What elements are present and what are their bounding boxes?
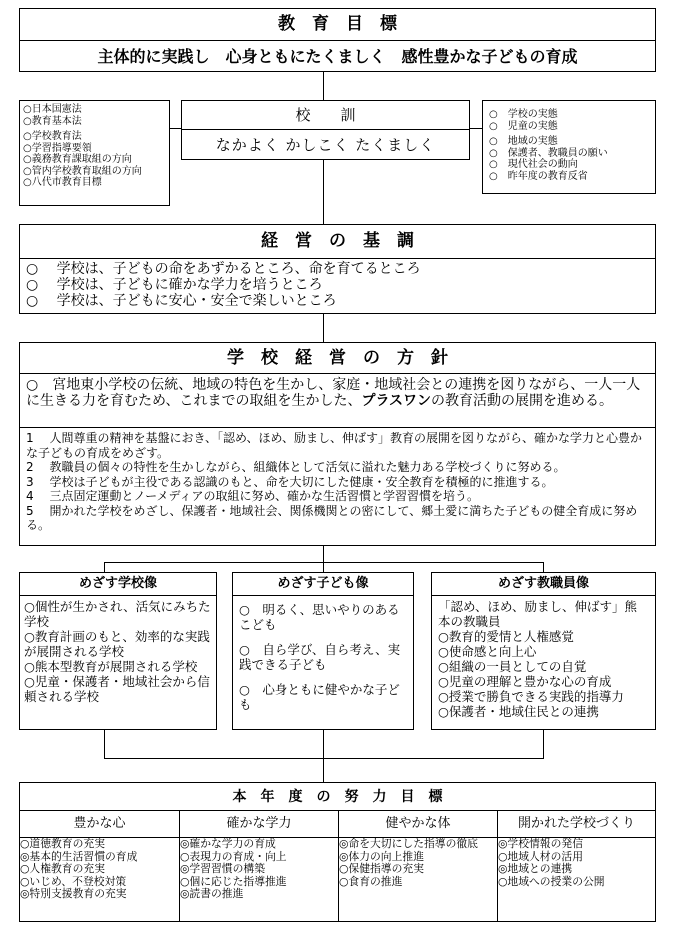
policy-intro-pre: ○ 宮地東小学校の伝統、地域の特色を生かし、家庭・地域社会との連携を図りながら、一人一人に生きる力を育むため、これまでの取組を生かした、	[26, 377, 641, 409]
motto-text: なかよく かしこく たくましく	[215, 136, 436, 154]
policy-box	[19, 342, 656, 546]
child-image-item: ○ 心身ともに健やかな子ども	[239, 682, 400, 712]
effort-item: ○個に応じた指導推進	[180, 874, 287, 888]
effort-item: ◎学校情報の発信	[498, 837, 583, 850]
staff-image-item: ○授業で勝負できる実践的指導力	[438, 689, 624, 704]
child-image-box	[232, 572, 414, 730]
staff-image-item: ○教育的愛情と人権感覚	[438, 629, 574, 644]
school-image-title: めざす学校像	[20, 573, 216, 596]
staff-image-title: めざす教職員像	[432, 573, 655, 596]
education-goal-title: 教 育 目 標	[20, 9, 655, 41]
policy-list	[20, 428, 655, 536]
staff-image-list	[432, 596, 655, 722]
policy-intro-bold: プラスワン	[361, 393, 432, 409]
effort-column-head: 確かな学力	[180, 811, 338, 838]
effort-item: ○人権教育の充実	[20, 862, 105, 875]
motto-box	[181, 100, 470, 160]
effort-item: ○食育の推進	[339, 874, 403, 888]
keynote-list	[20, 259, 655, 311]
school-image-item: ○教育計画のもと、効率的な実践が展開される学校	[24, 629, 210, 659]
policy-item: 4 三点固定運動とノーメディアの取組に努め、確かな生活習慣と学習習慣を培う。	[26, 489, 480, 503]
effort-column	[179, 811, 338, 921]
effort-item: ◎読書の推進	[180, 887, 244, 900]
keynote-item: ○ 学校は、子どもに確かな学力を培うところ	[26, 277, 323, 293]
school-context-list	[489, 109, 649, 182]
policy-item: 5 開かれた学校をめざし、保護者・地域社会、関係機関との密にして、郷土愛に満ちた子どもの健全育成に努める。	[26, 503, 638, 532]
school-context-box	[482, 100, 656, 194]
effort-column-head: 豊かな心	[20, 811, 179, 838]
effort-item: ○道徳教育の充実	[20, 837, 105, 850]
policy-item: 1 人間尊重の精神を基盤におき、「認め、ほめ、励まし、伸ばす」教育の展開を図りながら、確かな学力と心豊かな子どもの育成をめざす。	[26, 431, 643, 460]
education-goal-text: 主体的に実践し 心身ともにたくましく 感性豊かな子どもの育成	[97, 47, 578, 66]
keynote-item: ○ 学校は、子どもの命をあずかるところ、命を育てるところ	[26, 261, 421, 277]
staff-image-item: ○児童の理解と豊かな心の育成	[438, 674, 612, 689]
effort-item: ◎学習習慣の構築	[180, 862, 265, 875]
policy-title	[20, 343, 655, 374]
effort-item: ○表現力の育成・向上	[180, 849, 287, 863]
effort-title: 本 年 度 の 努 力 目 標	[20, 783, 655, 811]
effort-item: ◎特別支援教育の充実	[20, 887, 127, 900]
child-image-list	[233, 596, 413, 728]
legal-basis-item: ○日本国憲法	[23, 104, 82, 115]
child-image-item: ○ 自ら学び、自ら考え、実践できる子ども	[239, 642, 401, 672]
effort-column-head: 健やかな体	[339, 811, 497, 838]
effort-column-list	[180, 838, 338, 901]
staff-image-item: 「認め、ほめ、励まし、伸ばす」熊本の教職員	[438, 599, 638, 629]
legal-basis-box	[19, 100, 170, 206]
legal-basis-item: ○八代市教育目標	[23, 177, 102, 188]
legal-basis-item: ○学習指導要領	[23, 142, 92, 154]
school-image-box	[19, 572, 217, 730]
school-context-item: ○ 児童の実態	[489, 120, 558, 132]
keynote-box	[19, 224, 656, 314]
effort-column	[20, 811, 179, 921]
staff-image-item: ○使命感と向上心	[438, 644, 537, 659]
school-context-item: ○ 保護者、教職員の願い	[489, 147, 608, 159]
education-goal-box	[19, 8, 656, 72]
effort-item: ◎地域との連携	[498, 862, 573, 875]
effort-item: ○いじめ、不登校対策	[20, 874, 127, 888]
legal-basis-list	[23, 104, 166, 189]
effort-item: ◎確かな学力の育成	[180, 837, 276, 850]
effort-item: ◎基本的生活習慣の育成	[20, 849, 138, 863]
effort-item: ○保健指導の充実	[339, 862, 424, 875]
policy-item: 2 教職員の個々の特性を生かしながら、組織体として活気に溢れた魅力ある学校づくりに努める。	[26, 460, 566, 474]
child-image-title: めざす子ども像	[233, 573, 413, 596]
school-image-item: ○個性が生かされ、活気にみちた学校	[24, 599, 211, 629]
effort-column	[497, 811, 655, 921]
effort-column-list	[20, 838, 179, 901]
school-context-item: ○ 地域の実態	[489, 136, 558, 147]
staff-image-box	[431, 572, 656, 730]
policy-item: 3 学校は子どもが主役である認識のもと、命を大切にした健康・安全教育を積極的に推進する。	[26, 474, 554, 489]
effort-box	[19, 782, 656, 922]
school-image-list	[20, 596, 216, 707]
policy-intro-post: の教育活動の展開を進める。	[431, 393, 614, 409]
policy-intro	[20, 374, 655, 428]
school-image-item: ○児童・保護者・地域社会から信頼される学校	[24, 674, 210, 704]
keynote-title: 経 営 の 基 調	[20, 225, 655, 259]
school-context-item: ○ 現代社会の動向	[489, 159, 578, 170]
effort-item: ○地域への授業の公開	[498, 874, 605, 888]
keynote-item: ○ 学校は、子どもに安心・安全で楽しいところ	[26, 293, 337, 309]
motto-title: 校 訓	[182, 101, 469, 130]
school-context-item: ○ 昨年度の教育反省	[489, 170, 588, 182]
effort-item: ○地域人材の活用	[498, 849, 583, 863]
child-image-item: ○ 明るく、思いやりのあるこども	[239, 602, 400, 632]
policy-title-text: 学 校 経 営 の 方 針	[227, 348, 448, 368]
legal-basis-item: ○義務教育課取組の方向	[23, 154, 132, 165]
effort-column-list	[339, 838, 497, 888]
effort-column	[338, 811, 497, 921]
legal-basis-item: ○教育基本法	[23, 115, 82, 127]
effort-column-list	[498, 838, 655, 888]
staff-image-item: ○組織の一員としての自覚	[438, 659, 587, 674]
legal-basis-item: ○学校教育法	[23, 131, 82, 142]
staff-image-item: ○保護者・地域住民との連携	[438, 704, 599, 719]
school-image-item: ○熊本型教育が展開される学校	[24, 659, 198, 674]
effort-column-head: 開かれた学校づくり	[498, 811, 655, 838]
effort-item: ◎命を大切にした指導の徹底	[339, 837, 478, 850]
effort-item: ◎体力の向上推進	[339, 849, 424, 863]
school-context-item: ○ 学校の実態	[489, 109, 558, 120]
legal-basis-item: ○管内学校教育取組の方向	[23, 165, 142, 177]
